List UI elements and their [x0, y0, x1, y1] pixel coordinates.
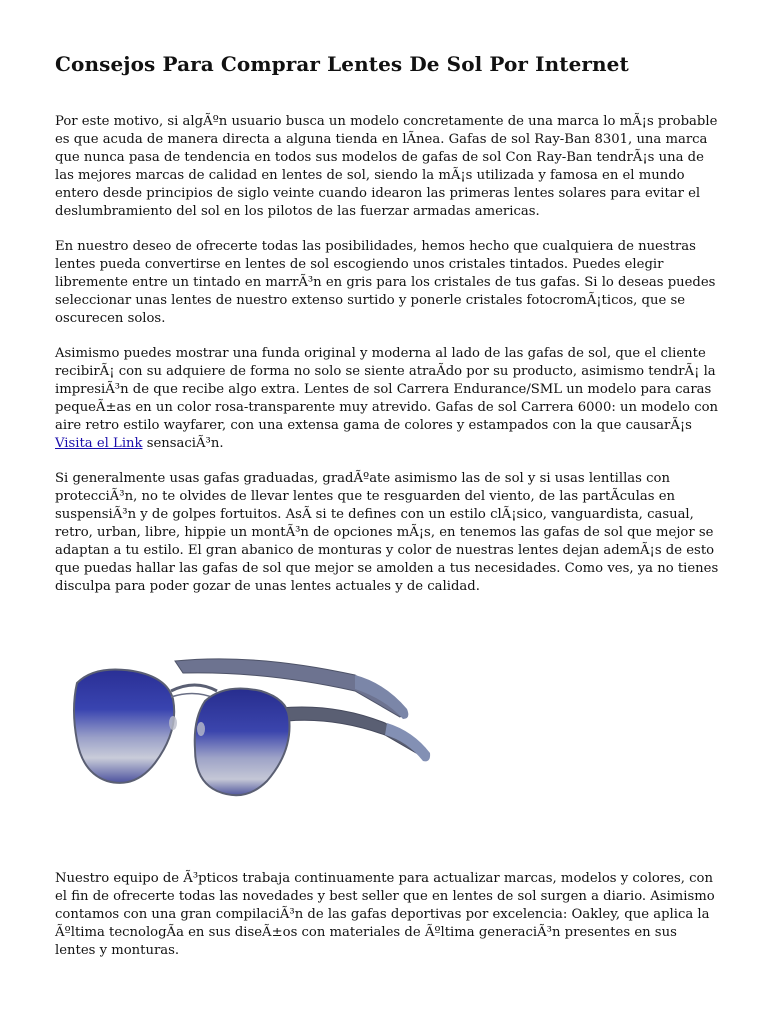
- lens-right: [195, 689, 290, 796]
- sunglasses-image: [55, 613, 435, 849]
- paragraph-2: En nuestro deseo de ofrecerte todas las posibilidades, hemos hecho que cualquiera de nuestras lentes pueda convertirse en lentes de sol escogiendo unos cristales tintados. Puedes elegir libremente entre un tintado en marrÃ³n en gris para los cristales de tus gafas. Si lo deseas puedes seleccionar unas lentes de nuestro extenso surtido y ponerle cristales fotocromÃ¡ticos, que se oscurecen solos.: [55, 239, 716, 326]
- paragraph-3-text-before: Asimismo puedes mostrar una funda original y moderna al lado de las gafas de sol, que el cliente recibirÃ¡ con su adquiere de forma no solo se siente atraÃdo por su producto, asimismo tendrÃ¡ la impresiÃ³n de que recibe algo extra. Lentes de sol Carrera Endurance/SML un modelo para caras pequeÃ±as en un color rosa-transparente muy atrevido. Gafas de sol Carrera 6000: un modelo con aire retro estilo wayfarer, con una extensa gama de colores y estampados con la que causarÃ¡s: [55, 346, 719, 433]
- temple-tip-far: [355, 675, 408, 719]
- page-title: Consejos Para Comprar Lentes De Sol Por Internet: [55, 52, 629, 76]
- paragraph-3: [55, 345, 720, 453]
- paragraph-5: Nuestro equipo de Ã³pticos trabaja continuamente para actualizar marcas, modelos y colores, con el fin de ofrecerte todas las novedades y best seller que en lentes de sol surgen a diario. Asimismo contamos con una gran compilaciÃ³n de las gafas deportivas por excelencia: Oakley, que aplica la Ãºltima tecnologÃa en sus diseÃ±os con materiales de Ãºltima generaciÃ³n presentes en sus lentes y monturas.: [55, 871, 715, 958]
- paragraph-1: Por este motivo, si algÃºn usuario busca un modelo concretamente de una marca lo mÃ¡s probable es que acuda de manera directa a alguna tienda en lÃnea. Gafas de sol Ray-Ban 8301, una marca que nunca pasa de tendencia en todos sus modelos de gafas de sol Con Ray-Ban tendrÃ¡s una de las mejores marcas de calidad en lentes de sol, siendo la mÃ¡s utilizada y famosa en el mundo entero desde principios de siglo veinte cuando idearon las primeras lentes solares para evitar el deslumbramiento del sol en los pilotos de las fuerzar armadas americas.: [55, 114, 718, 219]
- temple-tip-near: [385, 723, 430, 761]
- paragraph-3-text-after: sensaciÃ³n.: [142, 436, 224, 451]
- bridge: [171, 685, 217, 691]
- sunglasses-illustration: [55, 613, 435, 849]
- visit-link[interactable]: Visita el Link: [55, 436, 143, 451]
- paragraph-4: Si generalmente usas gafas graduadas, gradÃºate asimismo las de sol y si usas lentillas con protecciÃ³n, no te olvides de llevar lentes que te resguarden del viento, de las partÃculas en suspensiÃ³n y de golpes fortuitos. AsÃ si te defines con un estilo clÃ¡sico, vanguardista, casual, retro, urban, libre, hippie un montÃ³n de opciones mÃ¡s, en tenemos las gafas de sol que mejor se adaptan a tu estilo. El gran abanico de monturas y color de nuestras lentes dejan ademÃ¡s de esto que puedas hallar las gafas de sol que mejor se amolden a tus necesidades. Como ves, ya no tienes disculpa para poder gozar de unas lentes actuales y de calidad.: [55, 471, 719, 594]
- lens-left: [74, 670, 174, 783]
